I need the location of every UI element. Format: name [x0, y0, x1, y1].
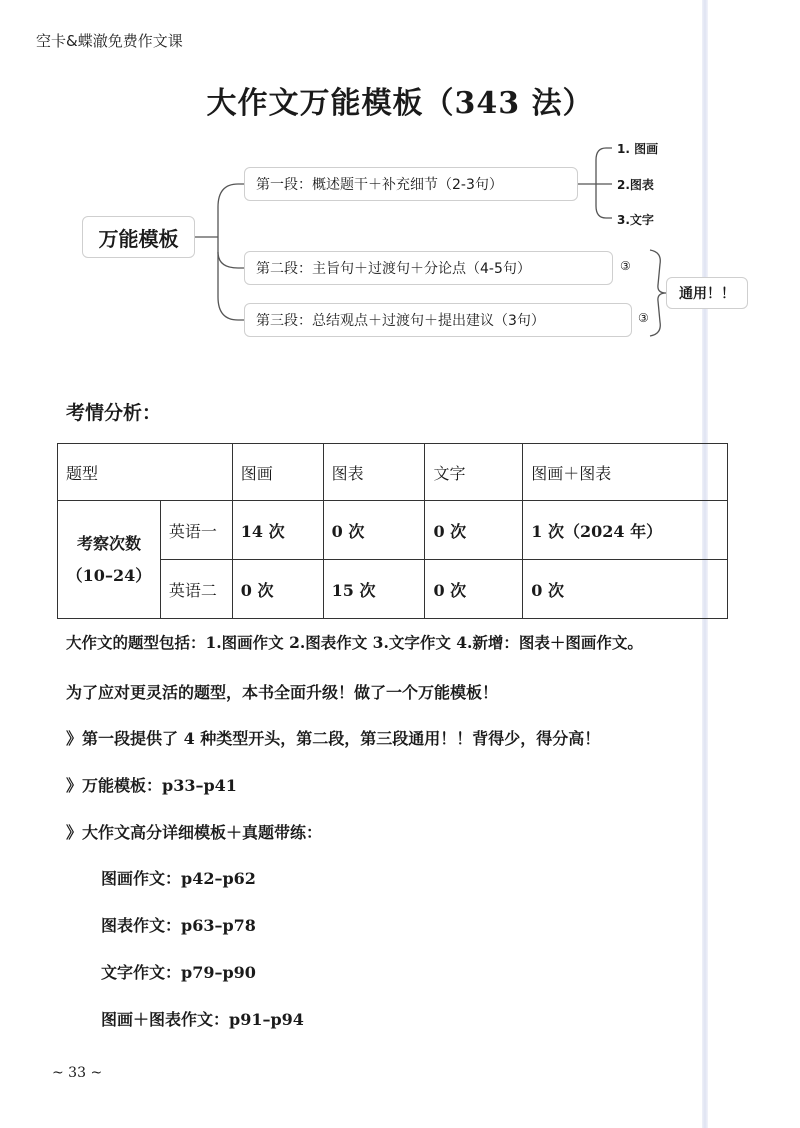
- table-cell: 0 次: [523, 560, 728, 619]
- circle-mark-para3: ③: [638, 311, 649, 325]
- table-cell: 0 次: [323, 501, 425, 560]
- range-label: （10–24）: [66, 565, 152, 585]
- table-header-picture-chart: 图画＋图表: [523, 444, 728, 501]
- table-row: [58, 501, 728, 560]
- list-item: 文字作文：p79–p90: [101, 963, 256, 982]
- body-line-template-pages: 》万能模板：p33–p41: [66, 776, 237, 795]
- table-header-picture: 图画: [232, 444, 323, 501]
- count-label: 考察次数: [76, 533, 141, 553]
- body-line-detailed-templates: 》大作文高分详细模板＋真题带练：: [66, 823, 323, 842]
- table-cell: 0 次: [425, 560, 523, 619]
- mindmap-leaf-chart: 2.图表: [617, 178, 654, 192]
- table-header-chart: 图表: [323, 444, 425, 501]
- body-line-structure: 》第一段提供了 4 种类型开头，第二段，第三段通用！！背得少，得分高！: [66, 729, 601, 748]
- table-cell: 0 次: [425, 501, 523, 560]
- mindmap-root: 万能模板: [82, 216, 195, 258]
- list-item: 图画＋图表作文：p91–p94: [101, 1010, 304, 1029]
- mindmap-leaf-picture: 1. 图画: [617, 142, 659, 156]
- table-cell-exam: 英语一: [160, 501, 232, 560]
- page-title: 大作文万能模板（343 法）: [206, 86, 594, 121]
- table-cell-exam: 英语二: [160, 560, 232, 619]
- exam-analysis-table: [57, 443, 728, 619]
- table-count-label: [58, 501, 161, 619]
- mindmap-node-para1: 第一段：概述题干＋补充细节（2-3句）: [244, 167, 578, 201]
- circle-mark-para2: ③: [620, 259, 631, 273]
- page-number: ~ 33 ~: [52, 1065, 103, 1081]
- body-line-types: 大作文的题型包括：1.图画作文 2.图表作文 3.文字作文 4.新增：图表＋图画作文。: [66, 633, 643, 652]
- table-cell: 1 次（2024 年）: [523, 501, 728, 560]
- list-item: 图画作文：p42–p62: [101, 869, 256, 888]
- table-cell: 15 次: [323, 560, 425, 619]
- mindmap-common-note: 通用！！: [666, 277, 748, 309]
- mindmap-leaf-text: 3.文字: [617, 213, 654, 227]
- mindmap-node-para3: 第三段：总结观点＋过渡句＋提出建议（3句）: [244, 303, 632, 337]
- table-header-type: 题型: [58, 444, 233, 501]
- table-header-row: [58, 444, 728, 501]
- page-header: 空卡&蝶澈免费作文课: [36, 32, 183, 50]
- body-line-upgrade: 为了应对更灵活的题型，本书全面升级！做了一个万能模板！: [66, 683, 499, 702]
- table-cell: 14 次: [232, 501, 323, 560]
- table-cell: 0 次: [232, 560, 323, 619]
- section-title-exam-analysis: 考情分析：: [66, 402, 162, 424]
- mindmap-node-para2: 第二段：主旨句＋过渡句＋分论点（4-5句）: [244, 251, 613, 285]
- list-item: 图表作文：p63–p78: [101, 916, 256, 935]
- table-header-text: 文字: [425, 444, 523, 501]
